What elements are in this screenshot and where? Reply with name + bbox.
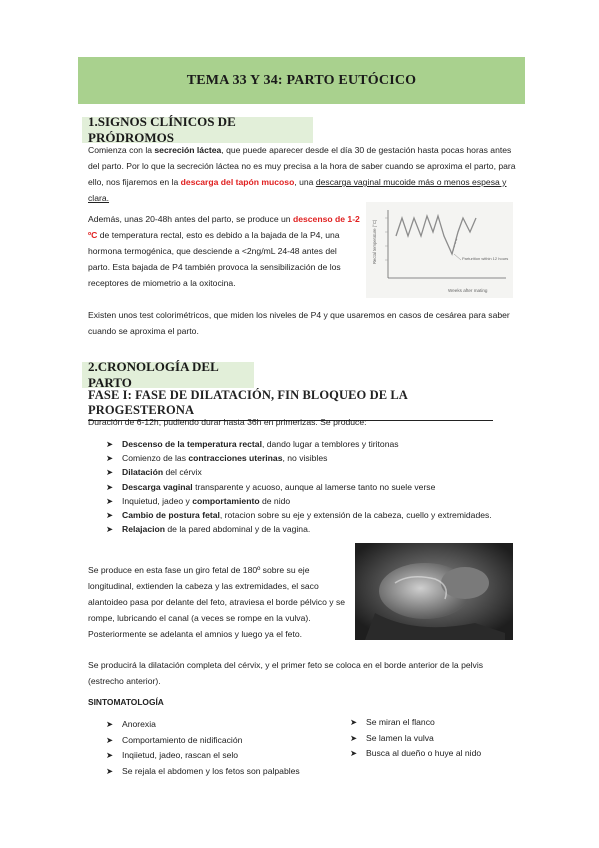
section1-heading-text: 1.SIGNOS CLÍNICOS DE PRÓDROMOS [88,114,236,145]
text-bold: secreción láctea [154,145,222,155]
section2-heading-text: 2.CRONOLOGÍA DEL PARTO [88,359,219,390]
text-bold: Relajacion [122,524,165,535]
text-run: Comienzo de las [122,453,189,464]
arrow-bullet-icon: ➤ [106,467,114,478]
list-item [350,731,520,747]
text-highlight: descenso de 1-2 ºC [88,214,360,240]
list-item [106,733,346,749]
sintomatologia-heading: SINTOMATOLOGÍA [88,697,164,707]
photo-membrane [441,567,489,599]
text-highlight: descarga del tapón mucoso [180,177,295,187]
arrow-bullet-icon: ➤ [350,732,358,743]
arrow-bullet-icon: ➤ [106,439,114,449]
arrow-bullet-icon: ➤ [106,750,114,760]
text-bold: Descenso de la temperatura rectal [122,439,262,449]
text-bold: Dilatación [122,467,164,478]
arrow-bullet-icon: ➤ [106,524,114,535]
symptoms-list-right [350,715,520,762]
fetal-position-photo [355,543,513,640]
symptoms-list-left [106,717,346,779]
text-run: , rotacion sobre su eje y extensión de la cabeza, cuello y extremidades. [219,510,492,521]
section1-paragraph-2 [88,211,360,291]
text-run: Se rejala el abdomen y los fetos son palpables [122,765,300,776]
phase1-rotation-paragraph: Se produce en esta fase un giro fetal de 180º sobre su eje longitudinal, extienden la cabeza y las extremidades, el saco alantoideo pasa por delante del feto, atraviesa el borde pélvico y se rompe, lubricando el canal (a veces se rompe en la vulva). Posteriormente se adelanta el amnios y luego ya el feto. [88,565,346,639]
arrow-bullet-icon: ➤ [106,765,114,776]
list-item [106,508,518,522]
text-run: Inquietud, jadeo y [122,495,193,506]
section1-paragraph-1 [88,142,520,206]
title-banner [78,57,525,104]
text-run: , dando lugar a temblores y tiritonas [261,439,399,449]
list-item [350,715,520,731]
text-bold: contracciones uterinas [188,453,283,464]
list-item [106,480,518,494]
phase1-intro: Duración de 6-12h, pudiendo durar hasta 36h en primerizas. Se produce: [88,417,367,427]
list-item [106,748,346,764]
text-bold: Cambio de postura fetal [122,510,220,521]
list-item [106,717,346,733]
text-run: Además, unas 20-48h antes del parto, se produce un [88,214,293,224]
arrow-bullet-icon: ➤ [106,719,114,729]
list-item [106,522,518,536]
chart-ylabel: Rectal temperature (°C) [372,219,377,264]
arrow-bullet-icon: ➤ [350,748,358,758]
text-run: de la pared abdominal y de la vagina. [165,524,311,535]
text-run: Anorexia [122,719,156,729]
text-bold: comportamiento [192,495,260,506]
text-run: Comienza con la [88,145,155,155]
text-run: , una [294,177,316,187]
arrow-bullet-icon: ➤ [106,453,114,464]
chart-xlabel: Weeks after mating [448,288,488,293]
text-run: Se lamen la vulva [366,732,434,743]
text-run: , que puede aparecer desde el día 30 de gestación hasta pocas horas antes del parto. Por lo que la secreción láctea no es muy precisa a la hora de saber cuando se aproxima el parto, para ello, nos fijaremos en la [88,145,516,187]
text-run: Comportamiento de nidificación [122,734,243,745]
text-run: , no visibles [282,453,328,464]
text-bold: Descarga vaginal [122,481,193,492]
arrow-bullet-icon: ➤ [106,481,114,492]
text-run: de temperatura rectal, esto es debido a la bajada de la P4, una hormona termogénica, que desciende a <2ng/mL 24-48 antes del parto. Esta bajada de P4 también provoca la sensibilización de los receptores de miometrio a la oxitocina. [88,230,341,288]
text-run: Se miran el flanco [366,717,435,727]
section2-heading [82,359,254,390]
page-title: TEMA 33 Y 34: PARTO EUTÓCICO [186,72,417,88]
list-item [106,764,346,780]
section1-heading [82,114,313,145]
text-run: del cérvix [163,467,202,478]
list-item [106,465,518,479]
arrow-bullet-icon: ➤ [106,510,114,521]
phase1-list [106,437,518,536]
list-item [106,451,518,465]
temperature-chart-figure [366,202,513,298]
list-item [106,437,518,451]
arrow-bullet-icon: ➤ [350,717,358,727]
text-run: de nido [259,495,291,506]
list-item [106,494,518,508]
text-underlined: descarga vaginal mucoide más o menos espesa y clara. [88,177,507,203]
phase1-dilation-paragraph: Se producirá la dilatación completa del cérvix, y el primer feto se coloca en el borde anterior de la pelvis (estrecho anterior). [88,660,484,686]
list-item [350,746,520,762]
text-run: transparente y acuoso, aunque al lamerse tanto no suele verse [192,481,436,492]
text-run: Inqiietud, jadeo, rascan el selo [122,750,239,760]
phase1-heading: FASE I: FASE DE DILATACIÓN, FIN BLOQUEO DE LA PROGESTERONA [88,388,493,421]
arrow-bullet-icon: ➤ [106,495,114,506]
arrow-bullet-icon: ➤ [106,734,114,745]
chart-annotation: Parturition within 12 hours [462,256,509,261]
text-run: Busca al dueño o huye al nido [366,748,482,758]
section1-paragraph-3: Existen unos test colorimétricos, que miden los niveles de P4 y que usaremos en casos de cesárea para saber cuando se aproxima el parto. [88,310,510,336]
